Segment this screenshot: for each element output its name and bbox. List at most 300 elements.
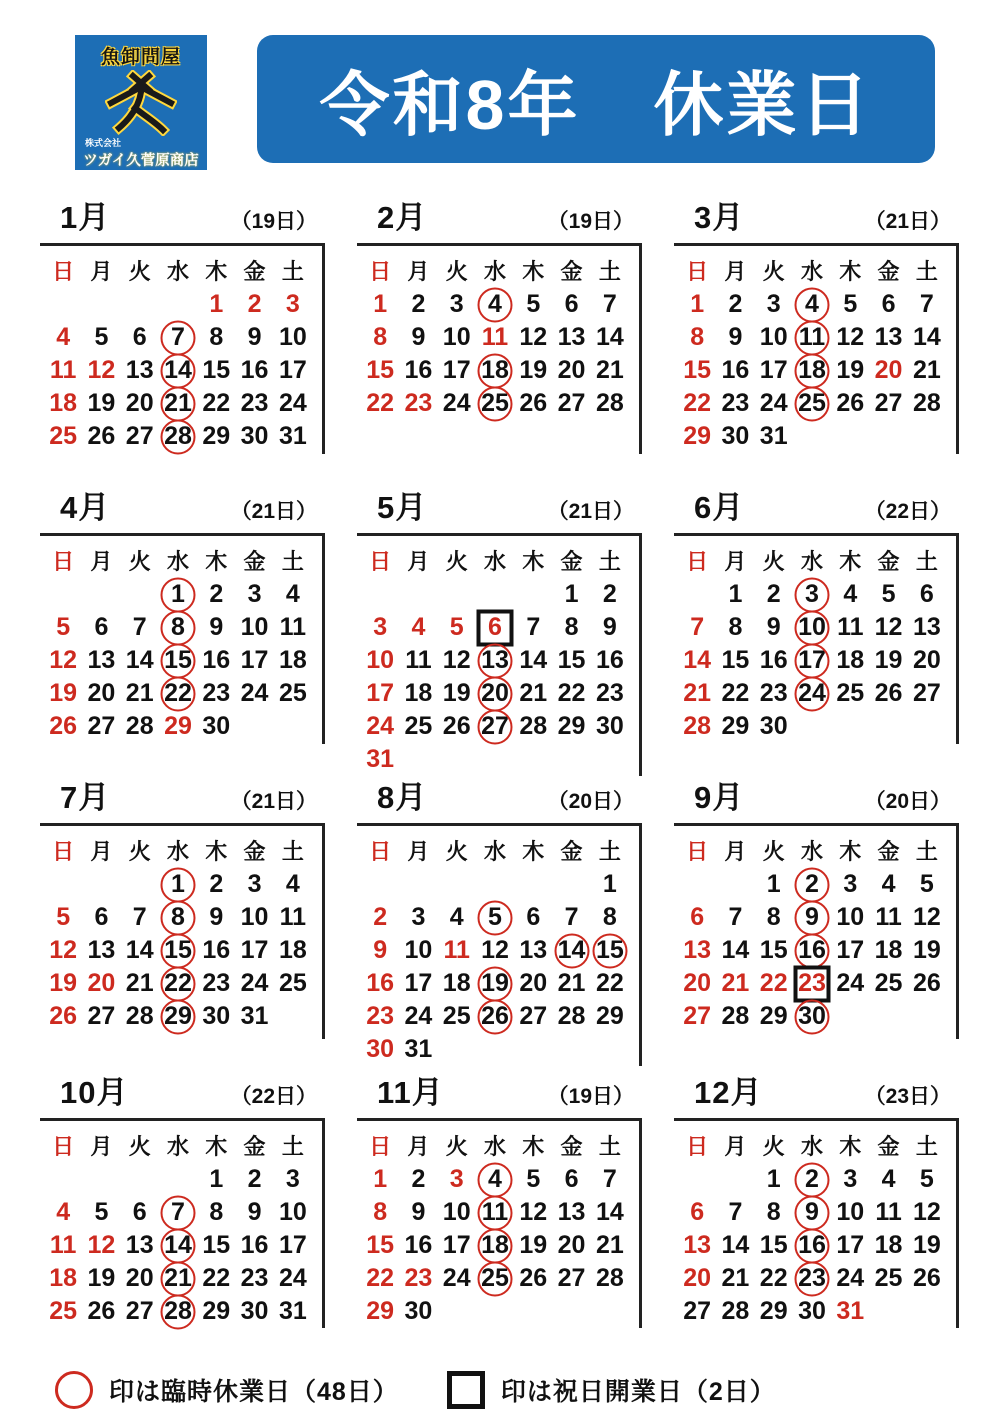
hisakyu-crest-icon: [105, 70, 177, 136]
day-cell: 18: [793, 354, 831, 387]
day-cell: 21: [595, 356, 624, 384]
weekday-label: 月: [90, 839, 113, 864]
weekday-label: 日: [369, 259, 392, 284]
month-open-days-count: （19日）: [547, 1085, 634, 1108]
day-cell: 12: [519, 1198, 548, 1226]
month-grid: [40, 190, 960, 1345]
day-cell: 29: [159, 1000, 197, 1033]
day-cell: 31: [759, 422, 788, 450]
day-cell: 22: [595, 969, 624, 997]
day-cell: 5: [843, 290, 858, 318]
day-cell: 29: [759, 1002, 788, 1030]
day-cell: 6: [881, 290, 896, 318]
month-name: 2月: [377, 200, 428, 235]
day-cell: 9: [373, 936, 388, 964]
month-calendar: [357, 1065, 642, 1345]
day-cell: 19: [519, 356, 548, 384]
day-cell: 30: [759, 712, 788, 740]
day-cell: 19: [442, 679, 471, 707]
weekday-label: 日: [686, 1134, 709, 1159]
weekday-label: 火: [762, 839, 785, 864]
day-cell: 5: [526, 290, 541, 318]
temporary-closure-circle-icon: [794, 287, 829, 322]
day-cell: 27: [125, 1297, 154, 1325]
day-cell: 26: [476, 1000, 514, 1033]
day-cell: 30: [240, 1297, 269, 1325]
weekday-label: 木: [839, 259, 862, 284]
month-header: [40, 190, 325, 243]
weekday-label: 木: [839, 1134, 862, 1159]
day-cell: 3: [793, 578, 831, 611]
day-cell: 23: [366, 1002, 395, 1030]
month-calendar: [357, 770, 642, 1065]
day-cell: 21: [159, 387, 197, 420]
day-cell: 10: [442, 323, 471, 351]
weekday-label: 土: [915, 549, 938, 574]
day-cell: 19: [519, 1231, 548, 1259]
day-cell: 8: [209, 1198, 224, 1226]
day-cell: 10: [404, 936, 433, 964]
month-header: [357, 1065, 642, 1118]
day-cell: 15: [159, 644, 197, 677]
day-cell: 5: [476, 901, 514, 934]
day-cell: 21: [912, 356, 941, 384]
day-cell: 25: [278, 679, 307, 707]
day-cell: 21: [519, 679, 548, 707]
month-open-days-count: （21日）: [864, 210, 951, 233]
day-cell: 8: [690, 323, 705, 351]
day-cell: 28: [519, 712, 548, 740]
month-header: [40, 770, 325, 823]
day-cell: 13: [125, 1231, 154, 1259]
day-cell: 21: [159, 1262, 197, 1295]
day-cell: 13: [557, 323, 586, 351]
day-cell: 18: [476, 354, 514, 387]
day-cell: 21: [125, 969, 154, 997]
temporary-closure-circle-icon: [794, 610, 829, 645]
day-cell: 29: [595, 1002, 624, 1030]
temporary-closure-circle-icon: [794, 577, 829, 612]
day-cell: 3: [285, 1165, 300, 1193]
day-cell: 27: [912, 679, 941, 707]
temporary-closure-circle-icon: [794, 1228, 829, 1263]
month-calendar: [674, 480, 959, 770]
day-cell: 16: [721, 356, 750, 384]
day-grid: [44, 868, 312, 1033]
weekday-header-row: [678, 833, 946, 868]
day-cell: 26: [49, 712, 78, 740]
legend: [55, 1371, 1000, 1409]
day-cell: 8: [564, 613, 579, 641]
day-cell: 8: [373, 1198, 388, 1226]
day-cell: 22: [366, 389, 395, 417]
day-cell: 3: [247, 870, 262, 898]
day-cell: 27: [519, 1002, 548, 1030]
weekday-label: 金: [560, 1134, 583, 1159]
weekday-label: 日: [369, 549, 392, 574]
day-cell: 18: [476, 1229, 514, 1262]
day-cell: 24: [240, 679, 269, 707]
day-cell: 16: [366, 969, 395, 997]
day-cell: 7: [564, 903, 579, 931]
day-cell: 14: [595, 323, 624, 351]
temporary-closure-circle-icon: [477, 676, 512, 711]
month-open-days-count: （23日）: [864, 1085, 951, 1108]
day-cell: 27: [557, 389, 586, 417]
day-cell: 17: [442, 356, 471, 384]
day-cell: 11: [49, 356, 77, 384]
temporary-closure-circle-icon: [794, 900, 829, 935]
day-cell: 21: [683, 679, 712, 707]
weekday-label: 金: [560, 259, 583, 284]
day-cell: 10: [366, 646, 395, 674]
month-body: [674, 1118, 959, 1328]
day-grid: [678, 868, 946, 1033]
month-calendar: [40, 480, 325, 770]
month-open-days-count: （22日）: [230, 1085, 317, 1108]
day-cell: 18: [874, 1231, 903, 1259]
day-cell: 25: [278, 969, 307, 997]
month-open-days-count: （21日）: [230, 500, 317, 523]
day-cell: 17: [404, 969, 433, 997]
day-cell: 5: [56, 903, 71, 931]
day-cell: 4: [476, 1163, 514, 1196]
day-cell: 17: [793, 644, 831, 677]
empty-cell: [121, 868, 159, 901]
day-cell: 26: [49, 1002, 78, 1030]
day-cell: 30: [202, 712, 231, 740]
day-cell: 16: [595, 646, 624, 674]
weekday-label: 水: [483, 259, 506, 284]
day-cell: 1: [373, 1165, 388, 1193]
day-cell: 3: [449, 1165, 464, 1193]
month-body: [40, 243, 325, 454]
empty-cell: [44, 868, 82, 901]
temporary-closure-circle-icon: [794, 999, 829, 1034]
weekday-label: 金: [243, 549, 266, 574]
temporary-closure-circle-icon: [794, 933, 829, 968]
day-cell: 19: [476, 967, 514, 1000]
month-name: 5月: [377, 490, 428, 525]
company-logo: [75, 35, 207, 170]
weekday-header-row: [678, 543, 946, 578]
day-cell: 23: [202, 679, 231, 707]
temporary-closure-circle-icon: [160, 1261, 195, 1296]
day-cell: 15: [591, 934, 629, 967]
day-cell: 26: [912, 1264, 941, 1292]
day-cell: 28: [595, 1264, 624, 1292]
day-cell: 12: [836, 323, 865, 351]
day-cell: 24: [278, 389, 307, 417]
weekday-label: 日: [369, 839, 392, 864]
day-cell: 26: [519, 389, 548, 417]
temporary-closure-circle-icon: [55, 1371, 93, 1409]
day-cell: 28: [159, 1295, 197, 1328]
temporary-closure-circle-icon: [160, 900, 195, 935]
day-cell: 26: [912, 969, 941, 997]
temporary-closure-circle-icon: [160, 1294, 195, 1329]
day-cell: 5: [94, 1198, 109, 1226]
day-cell: 14: [125, 646, 154, 674]
logo-business-type-label: 魚卸問屋: [100, 47, 181, 68]
day-cell: 14: [721, 936, 750, 964]
month-name: 10月: [60, 1075, 129, 1110]
day-cell: 14: [159, 1229, 197, 1262]
day-cell: 14: [912, 323, 941, 351]
day-cell: 4: [285, 870, 300, 898]
empty-cell: [44, 288, 82, 321]
day-cell: 24: [836, 969, 865, 997]
day-cell: 2: [793, 1163, 831, 1196]
day-cell: 1: [564, 580, 579, 608]
weekday-label: 金: [877, 259, 900, 284]
weekday-label: 木: [522, 839, 545, 864]
day-cell: 28: [721, 1297, 750, 1325]
day-cell: 27: [683, 1297, 712, 1325]
day-cell: 8: [159, 901, 197, 934]
day-cell: 20: [683, 1264, 712, 1292]
temporary-closure-circle-icon: [160, 1228, 195, 1263]
day-cell: 9: [411, 1198, 426, 1226]
day-cell: 29: [202, 422, 231, 450]
day-cell: 11: [837, 613, 864, 641]
weekday-label: 日: [52, 259, 75, 284]
day-cell: 16: [404, 356, 433, 384]
logo-company-prefix: 株式会社: [85, 138, 122, 148]
day-cell: 20: [912, 646, 941, 674]
weekday-label: 日: [686, 549, 709, 574]
day-cell: 7: [159, 321, 197, 354]
day-cell: 29: [721, 712, 750, 740]
day-cell: 14: [683, 646, 712, 674]
day-cell: 27: [874, 389, 903, 417]
temporary-closure-circle-icon: [477, 1195, 512, 1230]
day-cell: 8: [766, 903, 781, 931]
day-cell: 4: [881, 870, 896, 898]
empty-cell: [159, 1163, 197, 1196]
day-cell: 2: [373, 903, 388, 931]
day-cell: 18: [404, 679, 433, 707]
day-cell: 15: [202, 356, 231, 384]
logo-company-name: ツガイ久菅原商店: [83, 153, 199, 169]
day-cell: 3: [373, 613, 388, 641]
day-cell: 29: [164, 712, 192, 740]
day-cell: 10: [836, 903, 865, 931]
empty-cell: [82, 288, 120, 321]
day-cell: 5: [56, 613, 71, 641]
day-cell: 24: [759, 389, 788, 417]
day-cell: 27: [557, 1264, 586, 1292]
day-cell: 17: [836, 1231, 865, 1259]
day-cell: 31: [366, 745, 395, 773]
day-cell: 25: [49, 422, 78, 450]
empty-cell: [44, 1163, 82, 1196]
month-open-days-count: （22日）: [864, 500, 951, 523]
weekday-label: 火: [445, 839, 468, 864]
weekday-label: 金: [560, 549, 583, 574]
day-cell: 6: [94, 903, 109, 931]
month-body: [40, 823, 325, 1039]
day-cell: 1: [766, 1165, 781, 1193]
holiday-open-square-icon: [793, 965, 830, 1002]
day-cell: 22: [202, 1264, 231, 1292]
day-cell: 8: [728, 613, 743, 641]
day-cell: 30: [595, 712, 624, 740]
day-cell: 13: [683, 1231, 712, 1259]
day-cell: 12: [874, 613, 903, 641]
empty-cell: [678, 868, 716, 901]
weekday-label: 日: [52, 839, 75, 864]
day-cell: 19: [874, 646, 903, 674]
day-cell: 20: [476, 677, 514, 710]
month-header: [357, 770, 642, 823]
temporary-closure-circle-icon: [794, 1195, 829, 1230]
day-cell: 6: [132, 323, 147, 351]
temporary-closure-circle-icon: [160, 610, 195, 645]
day-cell: 28: [683, 712, 712, 740]
day-cell: 26: [836, 389, 865, 417]
weekday-label: 日: [52, 1134, 75, 1159]
weekday-label: 木: [205, 549, 228, 574]
day-cell: 14: [125, 936, 154, 964]
weekday-label: 日: [686, 259, 709, 284]
holiday-open-square-icon: [476, 609, 513, 646]
day-cell: 6: [690, 903, 705, 931]
empty-cell: [121, 288, 159, 321]
month-calendar: [357, 480, 642, 773]
day-cell: 3: [766, 290, 781, 318]
temporary-closure-circle-icon: [160, 867, 195, 902]
day-cell: 20: [519, 969, 548, 997]
day-cell: 10: [240, 613, 269, 641]
day-cell: 25: [793, 387, 831, 420]
empty-cell: [121, 578, 159, 611]
day-cell: 17: [366, 679, 395, 707]
weekday-label: 月: [407, 549, 430, 574]
day-cell: 5: [919, 1165, 934, 1193]
day-cell: 28: [125, 712, 154, 740]
weekday-label: 月: [407, 1134, 430, 1159]
day-cell: 20: [683, 969, 712, 997]
day-cell: 11: [481, 323, 509, 351]
weekday-label: 日: [686, 839, 709, 864]
day-cell: 17: [278, 356, 307, 384]
day-cell: 6: [690, 1198, 705, 1226]
empty-cell: [514, 578, 552, 611]
temporary-closure-circle-icon: [477, 709, 512, 744]
day-cell: 26: [519, 1264, 548, 1292]
weekday-label: 月: [724, 1134, 747, 1159]
day-cell: 30: [240, 422, 269, 450]
day-cell: 4: [843, 580, 858, 608]
temporary-closure-circle-icon: [794, 676, 829, 711]
month-calendar: [674, 1065, 959, 1345]
weekday-label: 水: [166, 1134, 189, 1159]
empty-cell: [82, 1163, 120, 1196]
day-cell: 7: [526, 613, 541, 641]
day-cell: 12: [912, 903, 941, 931]
day-cell: 12: [519, 323, 548, 351]
month-name: 9月: [694, 780, 745, 815]
day-cell: 27: [87, 712, 116, 740]
day-cell: 25: [874, 1264, 903, 1292]
weekday-label: 土: [915, 1134, 938, 1159]
day-cell: 16: [759, 646, 788, 674]
month-name: 7月: [60, 780, 111, 815]
day-grid: [361, 288, 629, 420]
day-cell: 5: [881, 580, 896, 608]
day-cell: 28: [125, 1002, 154, 1030]
day-cell: 25: [874, 969, 903, 997]
weekday-label: 火: [762, 259, 785, 284]
day-cell: 22: [557, 679, 586, 707]
day-cell: 27: [683, 1002, 712, 1030]
day-cell: 7: [690, 613, 705, 641]
temporary-closure-circle-icon: [160, 1195, 195, 1230]
day-cell: 17: [759, 356, 788, 384]
day-cell: 30: [366, 1035, 395, 1063]
temporary-closure-circle-icon: [477, 1228, 512, 1263]
month-body: [357, 823, 642, 1066]
day-cell: 20: [87, 679, 116, 707]
day-cell: 18: [874, 936, 903, 964]
weekday-label: 月: [90, 259, 113, 284]
day-cell: 13: [519, 936, 548, 964]
day-cell: 10: [759, 323, 788, 351]
weekday-header-row: [361, 543, 629, 578]
temporary-closure-circle-icon: [477, 287, 512, 322]
day-cell: 28: [159, 420, 197, 453]
day-cell: 20: [874, 356, 903, 384]
day-cell: 2: [728, 290, 743, 318]
temporary-closure-circle-icon: [477, 900, 512, 935]
month-name: 4月: [60, 490, 111, 525]
day-cell: 7: [728, 1198, 743, 1226]
weekday-header-row: [44, 253, 312, 288]
day-cell: 24: [442, 1264, 471, 1292]
day-cell: 22: [159, 677, 197, 710]
poster-title: 令和8年 休業日: [319, 65, 873, 144]
day-cell: 25: [836, 679, 865, 707]
day-cell: 15: [683, 356, 712, 384]
day-cell: 31: [278, 1297, 307, 1325]
day-cell: 25: [476, 1262, 514, 1295]
weekday-label: 月: [90, 549, 113, 574]
temporary-closure-circle-icon: [554, 933, 589, 968]
day-cell: 22: [202, 389, 231, 417]
empty-cell: [44, 578, 82, 611]
day-cell: 7: [728, 903, 743, 931]
weekday-label: 水: [166, 259, 189, 284]
weekday-header-row: [361, 833, 629, 868]
day-cell: 14: [721, 1231, 750, 1259]
day-cell: 19: [87, 1264, 116, 1292]
temporary-closure-circle-icon: [160, 643, 195, 678]
day-cell: 13: [125, 356, 154, 384]
day-cell: 21: [125, 679, 154, 707]
month-body: [357, 243, 642, 454]
weekday-label: 金: [877, 839, 900, 864]
weekday-label: 火: [128, 549, 151, 574]
weekday-label: 日: [369, 1134, 392, 1159]
temporary-closure-circle-icon: [794, 1261, 829, 1296]
month-open-days-count: （20日）: [864, 790, 951, 813]
day-cell: 7: [919, 290, 934, 318]
month-header: [357, 190, 642, 243]
day-cell: 30: [798, 1297, 826, 1325]
day-cell: 12: [87, 1231, 116, 1259]
weekday-label: 水: [800, 259, 823, 284]
